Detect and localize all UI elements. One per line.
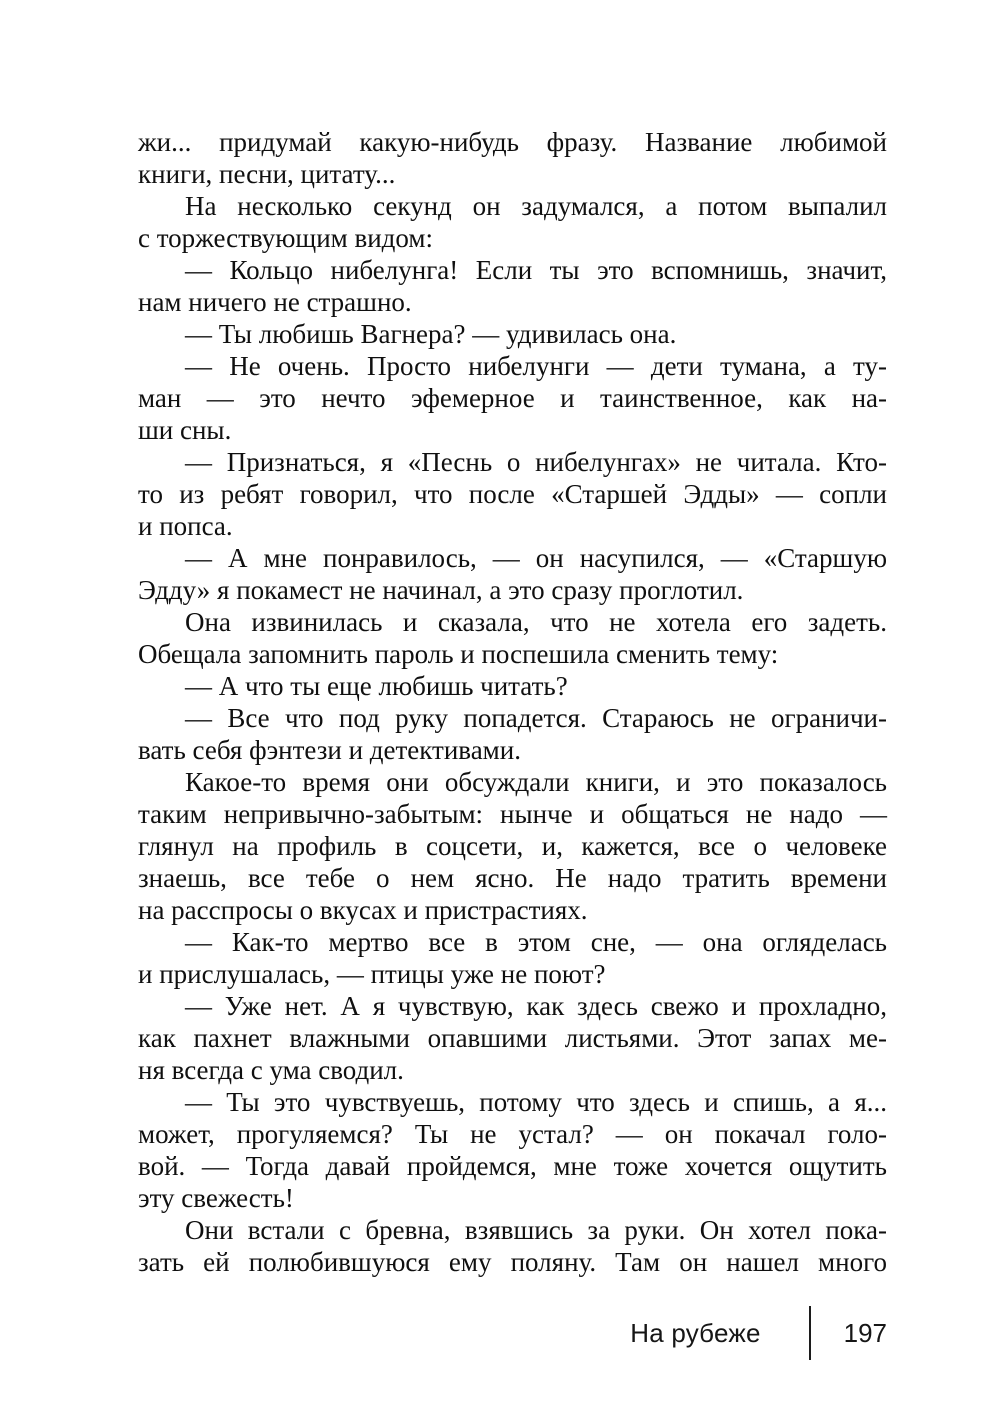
paragraph [138, 542, 887, 606]
text-line: может, прогуляемся? Ты не устал? — он покачал голо- [138, 1119, 887, 1149]
text-line: Какое-то время они обсуждали книги, и это показалось [185, 767, 887, 797]
paragraph [138, 766, 887, 926]
paragraph [138, 606, 887, 670]
text-line: зать ей полюбившуюся ему поляну. Там он нашел много [138, 1247, 887, 1277]
text-line: как пахнет влажными опавшими листьями. Этот запах ме- [138, 1023, 887, 1053]
paragraph [138, 670, 887, 702]
text-line: — А что ты еще любишь читать? [185, 671, 568, 701]
text-line: вой. — Тогда давай пройдемся, мне тоже хочется ощутить [138, 1151, 887, 1181]
text-line: На несколько секунд он задумался, а потом выпалил [185, 191, 887, 221]
text-line: жи... придумай какую-нибудь фразу. Название любимой [138, 127, 887, 157]
text-line: — А мне понравилось, — он насупился, — «Старшую [185, 543, 887, 573]
paragraph [138, 254, 887, 318]
text-line: Они встали с бревна, взявшись за руки. Он хотел пока- [185, 1215, 887, 1245]
text-block [138, 126, 887, 1278]
paragraph [138, 926, 887, 990]
text-line: эту свежесть! [138, 1183, 294, 1213]
page-number: 197 [843, 1317, 887, 1348]
text-line: с торжествующим видом: [138, 223, 433, 253]
text-line: книги, песни, цитату... [138, 159, 396, 189]
text-line: — Ты это чувствуешь, потому что здесь и спишь, а я... [185, 1087, 887, 1117]
footer-divider [809, 1306, 811, 1360]
paragraph [138, 350, 887, 446]
paragraph [138, 1086, 887, 1214]
text-line: на расспросы о вкусах и пристрастиях. [138, 895, 588, 925]
paragraph [138, 190, 887, 254]
text-line: — Кольцо нибелунга! Если ты это вспомнишь, значит, [185, 255, 887, 285]
paragraph [138, 126, 887, 190]
paragraph [138, 446, 887, 542]
text-line: — Как-то мертво все в этом сне, — она огляделась [185, 927, 887, 957]
paragraph [138, 702, 887, 766]
text-line: — Не очень. Просто нибелунги — дети тумана, а ту- [185, 351, 887, 381]
footer [138, 1306, 887, 1360]
text-line: и прислушалась, — птицы уже не поют? [138, 959, 606, 989]
text-line: — Ты любишь Вагнера? — удивилась она. [185, 319, 677, 349]
text-line: — Уже нет. А я чувствую, как здесь свежо и прохладно, [185, 991, 887, 1021]
text-line: ман — это нечто эфемерное и таинственное, как на- [138, 383, 887, 413]
text-line: ня всегда с ума сводил. [138, 1055, 404, 1085]
text-line: — Признаться, я «Песнь о нибелунгах» не читала. Кто- [185, 447, 887, 477]
paragraph [138, 318, 887, 350]
text-line: Эдду» я покамест не начинал, а это сразу проглотил. [138, 575, 744, 605]
text-line: ши сны. [138, 415, 232, 445]
paragraph [138, 1214, 887, 1278]
text-line: знаешь, все тебе о нем ясно. Не надо тратить времени [138, 863, 887, 893]
text-line: — Все что под руку попадется. Стараюсь не ограничи- [185, 703, 887, 733]
text-line: нам ничего не страшно. [138, 287, 412, 317]
text-line: таким непривычно-забытым: нынче и общаться не надо — [138, 799, 887, 829]
paragraph [138, 990, 887, 1086]
text-line: Обещала запомнить пароль и поспешила сменить тему: [138, 639, 779, 669]
text-line: то из ребят говорил, что после «Старшей Эдды» — сопли [138, 479, 887, 509]
text-line: Она извинилась и сказала, что не хотела его задеть. [185, 607, 887, 637]
text-line: вать себя фэнтези и детективами. [138, 735, 521, 765]
text-line: глянул на профиль в соцсети, и, кажется, все о человеке [138, 831, 887, 861]
running-title: На рубеже [630, 1317, 761, 1348]
text-line: и попса. [138, 511, 233, 541]
